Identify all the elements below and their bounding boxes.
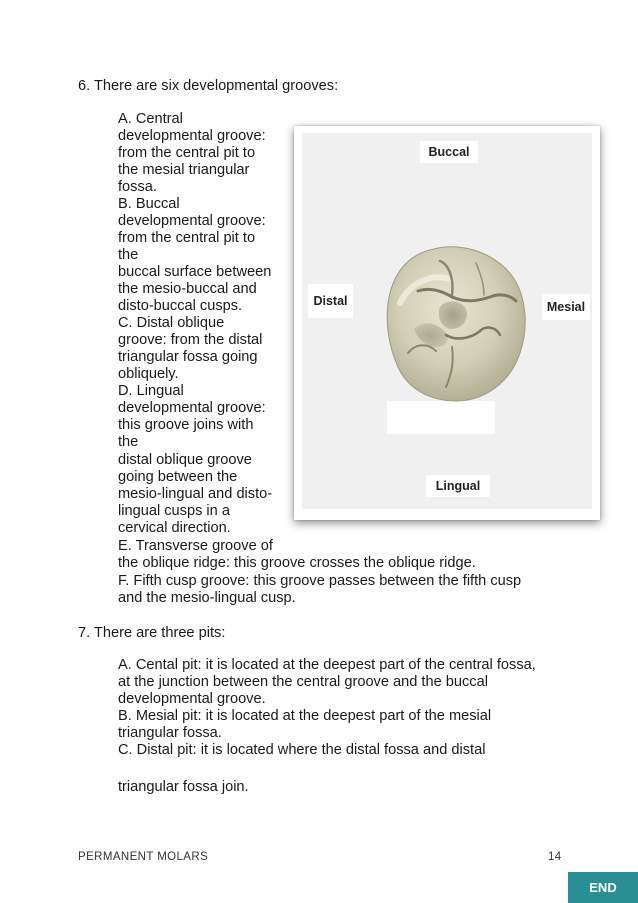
- text-line: and the mesio-lingual cusp.: [118, 590, 296, 606]
- text-line: obliquely.: [118, 366, 179, 382]
- lingual-label: Lingual: [426, 475, 490, 497]
- text-line: the oblique ridge: this groove crosses the oblique ridge.: [118, 555, 476, 571]
- text-line: C. Distal oblique: [118, 315, 225, 331]
- text-line: from the central pit to: [118, 145, 256, 161]
- section-6-heading: 6. There are six developmental grooves:: [78, 78, 339, 94]
- text-line: triangular fossa join.: [118, 779, 249, 795]
- text-line: groove: from the distal: [118, 332, 263, 348]
- text-line: B. Mesial pit: it is located at the deepest part of the mesial: [118, 708, 492, 724]
- text-line: distal oblique groove: [118, 452, 252, 468]
- text-line: developmental groove:: [118, 400, 266, 416]
- page-number: 14: [548, 851, 562, 863]
- text-line: F. Fifth cusp groove: this groove passes between the fifth cusp: [118, 573, 522, 589]
- text-line: the mesio-buccal and: [118, 281, 257, 297]
- tooth-figure: [294, 126, 600, 520]
- text-line: going between the: [118, 469, 238, 485]
- text-line: lingual cusps in a: [118, 503, 230, 519]
- text-line: from the central pit to: [118, 230, 256, 246]
- molar-occlusal-image: [380, 243, 530, 403]
- end-button[interactable]: END: [568, 872, 638, 903]
- text-line: at the junction between the central groove and the buccal: [118, 674, 488, 690]
- text-line: developmental groove.: [118, 691, 266, 707]
- text-line: buccal surface between: [118, 264, 272, 280]
- text-line: triangular fossa.: [118, 725, 222, 741]
- text-line: developmental groove:: [118, 213, 266, 229]
- text-line: D. Lingual: [118, 383, 184, 399]
- text-line: this groove joins with: [118, 417, 254, 433]
- text-line: disto-buccal cusps.: [118, 298, 243, 314]
- text-line: E. Transverse groove of: [118, 538, 273, 554]
- text-line: cervical direction.: [118, 520, 231, 536]
- text-line: A. Cental pit: it is located at the deepest part of the central fossa,: [118, 657, 536, 673]
- blank-label-box: [387, 401, 495, 434]
- text-line: developmental groove:: [118, 128, 266, 144]
- text-line: triangular fossa going: [118, 349, 258, 365]
- text-line: the mesial triangular: [118, 162, 250, 178]
- section-7-heading: 7. There are three pits:: [78, 625, 226, 641]
- footer-title: PERMANENT MOLARS: [78, 851, 209, 863]
- text-line: fossa.: [118, 179, 157, 195]
- text-line: A. Central: [118, 111, 183, 127]
- mesial-label: Mesial: [542, 294, 590, 320]
- text-line: C. Distal pit: it is located where the distal fossa and distal: [118, 742, 486, 758]
- figure-panel: [302, 133, 592, 509]
- buccal-label: Buccal: [420, 141, 478, 163]
- text-line: B. Buccal: [118, 196, 180, 212]
- text-line: the: [118, 247, 139, 263]
- distal-label: Distal: [308, 284, 353, 318]
- text-line: mesio-lingual and disto-: [118, 486, 273, 502]
- text-line: the: [118, 434, 139, 450]
